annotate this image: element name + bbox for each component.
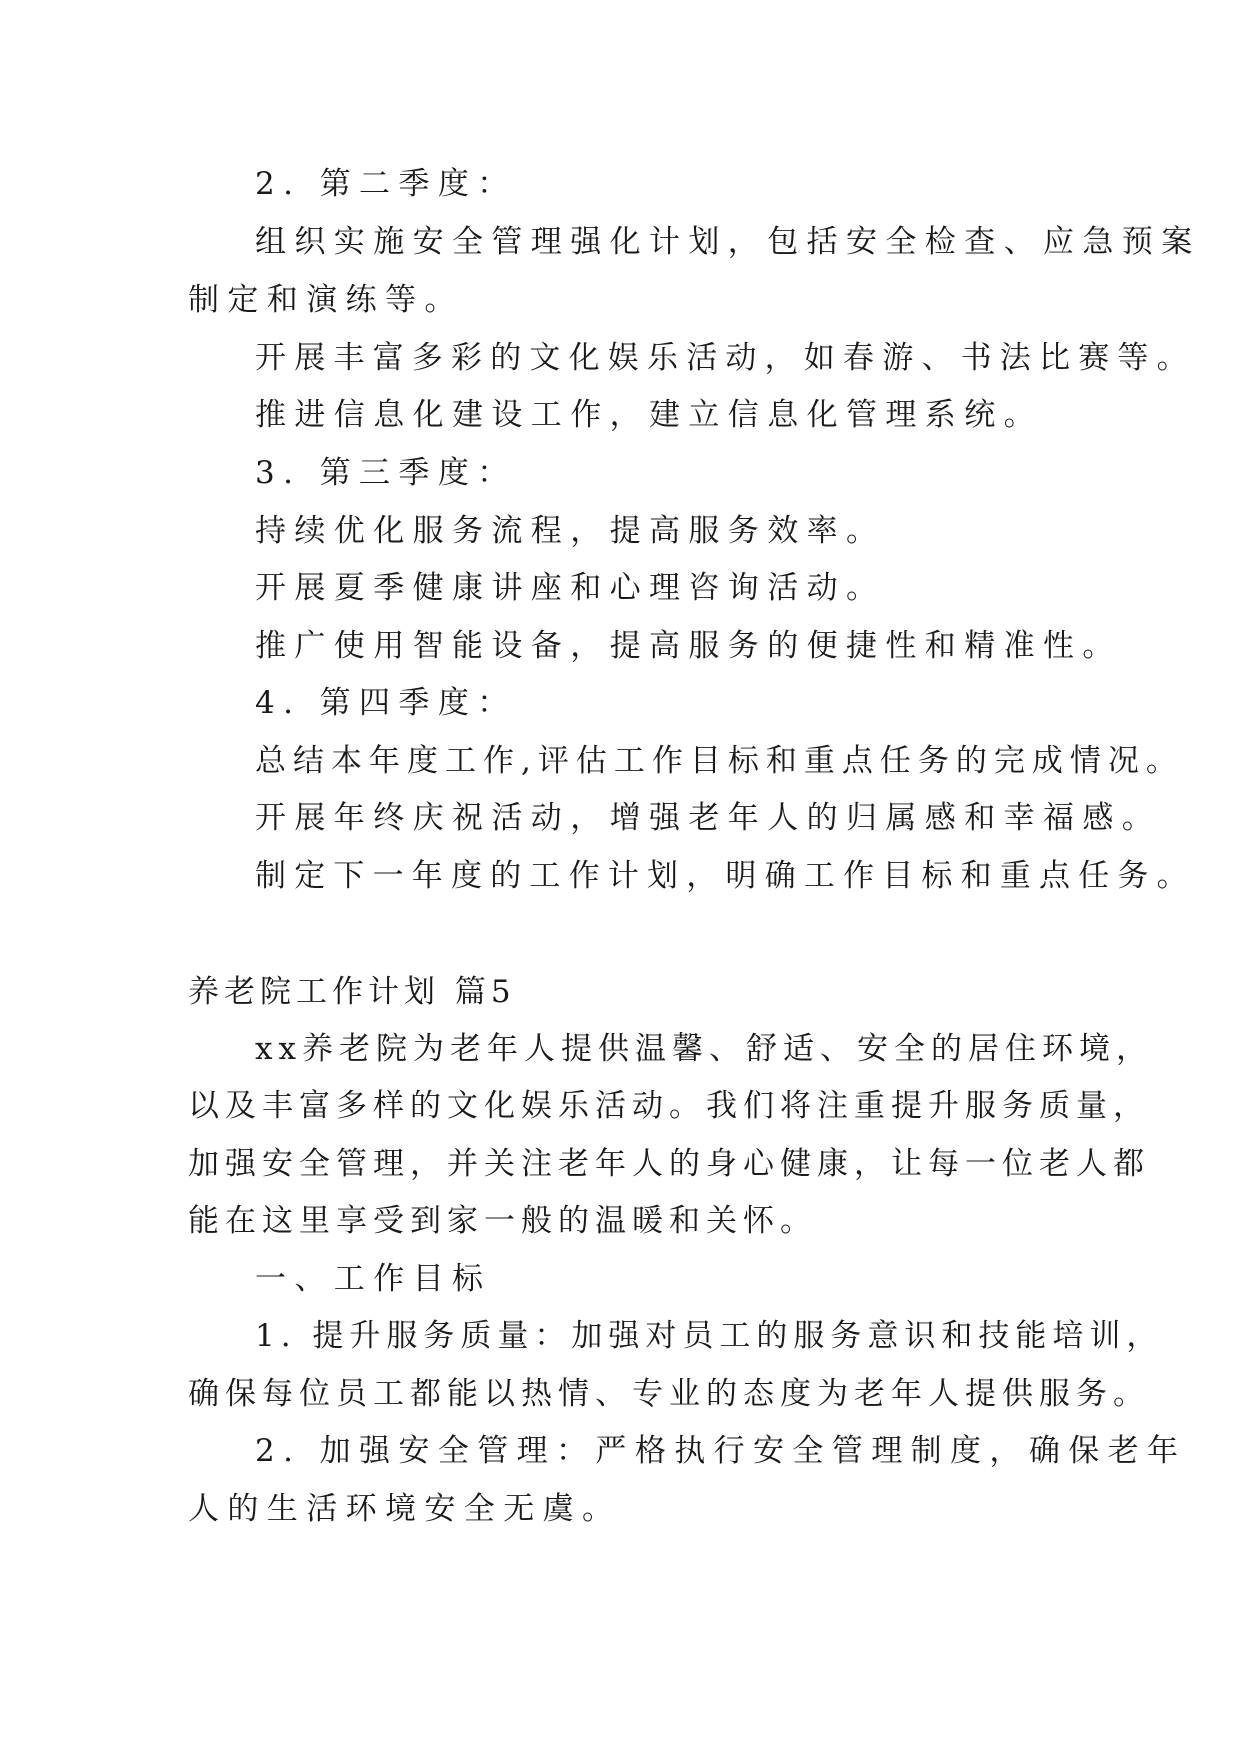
q4-item3: 制定下一年度的工作计划，明确工作目标和重点任务。 — [255, 858, 1196, 894]
goal1-line1: 1. 提升服务质量：加强对员工的服务意识和技能培训， — [255, 1318, 1164, 1354]
q2-item1-line2: 制定和演练等。 — [188, 282, 464, 318]
q3-heading: 3. 第三季度： — [255, 455, 517, 491]
goal1-line2: 确保每位员工都能以热情、专业的态度为老年人提供服务。 — [188, 1376, 1150, 1412]
q3-item3: 推广使用智能设备，提高服务的便捷性和精准性。 — [255, 628, 1122, 664]
intro-line3: 加强安全管理，并关注老年人的身心健康，让每一位老人都 — [188, 1146, 1150, 1182]
q2-item3: 推进信息化建设工作，建立信息化管理系统。 — [255, 397, 1043, 433]
q2-item1-line1: 组织实施安全管理强化计划，包括安全检查、应急预案 — [255, 224, 1201, 260]
intro-line4: 能在这里享受到家一般的温暖和关怀。 — [188, 1203, 817, 1239]
q4-heading: 4. 第四季度： — [255, 685, 517, 721]
intro-line2: 以及丰富多样的文化娱乐活动。我们将注重提升服务质量， — [188, 1088, 1150, 1124]
q4-item1: 总结本年度工作,评估工作目标和重点任务的完成情况。 — [255, 743, 1184, 779]
goals-heading: 一、工作目标 — [255, 1261, 492, 1297]
intro-line1: xx养老院为老年人提供温馨、舒适、安全的居住环境， — [255, 1031, 1153, 1067]
q2-item2: 开展丰富多彩的文化娱乐活动，如春游、书法比赛等。 — [255, 340, 1196, 376]
q2-heading: 2. 第二季度： — [255, 166, 517, 202]
section5-title: 养老院工作计划 篇5 — [188, 974, 516, 1010]
q3-item2: 开展夏季健康讲座和心理咨询活动。 — [255, 570, 886, 606]
goal2-line2: 人的生活环境安全无虞。 — [188, 1491, 622, 1527]
q3-item1: 持续优化服务流程，提高服务效率。 — [255, 513, 886, 549]
q4-item2: 开展年终庆祝活动，增强老年人的归属感和幸福感。 — [255, 800, 1162, 836]
goal2-line1: 2. 加强安全管理：严格执行安全管理制度，确保老年 — [255, 1433, 1187, 1469]
